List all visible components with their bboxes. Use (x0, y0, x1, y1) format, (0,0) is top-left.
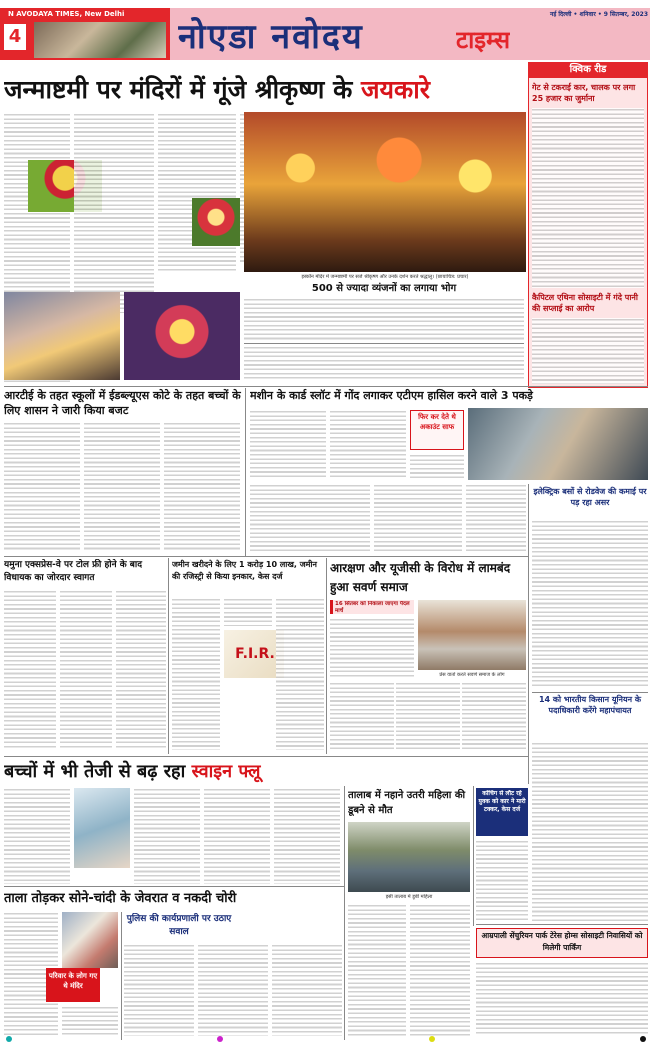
quick-read-label: क्विक रीड (528, 62, 648, 78)
section-rule-1 (4, 386, 648, 387)
amrapali-headline: आम्रपाली सेंचुरियन पार्क टेरेस होम्स सोसाइटी निवासियों को मिलेगी पार्किंग (481, 931, 643, 952)
theft-box-label: परिवार के लोग गए थे मंदिर (48, 972, 98, 990)
lead-inset-photo-2 (192, 198, 240, 246)
police-headline: पुलिस की कार्यप्रणाली पर उठाए सवाल (126, 914, 232, 937)
land-text-col-3 (276, 598, 324, 750)
reservation-photo-caption: प्रेस वार्ता करते सवर्ण समाज के लोग (439, 672, 505, 678)
drown-photo-caption: इसी तालाब में डूबी महिला (385, 894, 433, 900)
police-text-col-3 (272, 944, 342, 1036)
col-rule-rte (245, 388, 246, 556)
flu-text-col-3 (204, 788, 270, 884)
col-rule-police (121, 912, 122, 1040)
section-rule-4 (4, 886, 344, 887)
kisan-headline: 14 को भारतीय किसान यूनियन के पदाधिकारी करेंगे महापंचायत (538, 695, 642, 715)
quick-read-story1-text (532, 108, 644, 288)
atm-arrest-photo (468, 408, 648, 480)
lead-headline-red: जयकारे (361, 75, 430, 104)
drown-headline: तालाब में नहाने उतरी महिला की डूबने से मौत (348, 790, 466, 816)
coaching-headline: कोचिंग से लौट रहे युवक को कार ने मारी टक्कर, केस दर्ज (478, 790, 526, 813)
police-text-col-1 (124, 944, 194, 1036)
lead-main-photo (244, 112, 526, 272)
lead-text-col-3 (158, 113, 236, 273)
registration-dot-icon (6, 1036, 12, 1042)
atm-highlight-label: फिर कर देते थे अकाउंट साफ (418, 413, 456, 431)
atm-text-col-2 (330, 410, 406, 480)
page-number: 4 (4, 24, 26, 50)
reservation-text-col-1 (330, 618, 414, 678)
yamuna-text-col-3 (116, 590, 166, 750)
temple-photo (124, 292, 240, 380)
atm-text-col-3 (410, 454, 464, 480)
section-rule-2 (4, 556, 528, 557)
atm-text-col-1 (250, 410, 326, 480)
drown-text-col-1 (348, 904, 406, 1036)
drown-text-col-2 (410, 904, 470, 1036)
lead-photo-caption: इस्कॉन मंदिर में जन्माष्टमी पर सजे श्रीकृष्ण और उनके दर्शन करते श्रद्धालु। (छायाचित्र: प्रचार) (301, 274, 469, 280)
reservation-text-col-3 (396, 682, 460, 752)
col-rule-coaching (473, 786, 474, 926)
col-rule-drown (344, 786, 345, 1040)
section-rule-3 (4, 756, 528, 757)
edition-label: N AVODAYA TIMES, New Delhi (8, 10, 125, 18)
flu-text-col-2 (134, 788, 200, 884)
lead-sub-headline: 500 से ज्यादा व्यंजनों का लगाया भोग (311, 283, 457, 294)
quick-read-story2-text (532, 318, 644, 384)
masthead (0, 8, 650, 60)
quick-read-story1-headline: गेट से टकराई कार, चालक पर लगा 25 हजार का जुर्माना (532, 83, 636, 103)
registration-dot-icon (429, 1036, 435, 1042)
registration-dot-icon (217, 1036, 223, 1042)
reservation-sub-label-text: 16 सितंबर को निकाला जाएगा पैदल मार्च (335, 601, 410, 614)
lead-headline (4, 70, 524, 110)
flu-text-col-4 (274, 788, 340, 884)
atm-headline: मशीन के कार्ड स्लॉट में गोंद लगाकर एटीएम हासिल करने वाले 3 पकड़े (250, 389, 533, 402)
crowd-photo (4, 292, 120, 380)
rte-text-col-1 (4, 422, 80, 552)
reservation-text-col-2 (330, 682, 394, 752)
reservation-text-col-4 (462, 682, 526, 752)
atm-text-bottom-1 (250, 484, 370, 552)
masthead-title-suffix: टाइम्स (456, 26, 511, 54)
registration-dot-icon (640, 1036, 646, 1042)
theft-photo (62, 912, 118, 968)
flu-text-col-1 (4, 788, 70, 884)
lead-inner-rule (244, 343, 524, 344)
reservation-press-photo (418, 600, 526, 670)
ebus-text (532, 520, 648, 688)
fir-label: F.I.R. (235, 646, 275, 662)
amrapali-text (476, 962, 648, 1036)
amrapali-rule (476, 924, 648, 925)
reservation-headline: आरक्षण और यूजीसी के विरोध में लामबंद हुआ सवर्ण समाज (330, 561, 511, 594)
theft-headline: ताला तोड़कर सोने-चांदी के जेवरात व नकदी चोरी (4, 891, 237, 906)
atm-text-bottom-3 (466, 484, 526, 552)
col-rule-land (326, 558, 327, 754)
land-text-col-1 (172, 598, 220, 750)
rte-text-col-2 (84, 422, 160, 552)
yamuna-headline: यमुना एक्सप्रेस-वे पर टोल फ्री होने के बाद विधायक का जोरदार स्वागत (4, 560, 143, 583)
drown-pond-photo (348, 822, 470, 892)
col-rule-yamuna (168, 558, 169, 754)
land-headline: जमीन खरीदने के लिए 1 करोड़ 10 लाख, जमीन की रजिस्ट्री से किया इनकार, केस दर्ज (172, 560, 317, 581)
flu-headline (4, 758, 528, 786)
police-text-col-2 (198, 944, 268, 1036)
flu-headline-red: स्वाइन फ्लू (191, 761, 261, 782)
lead-continuation-text (244, 298, 524, 342)
coaching-text (476, 840, 528, 922)
registration-marks-bottom (4, 1036, 648, 1043)
flu-headline-black: बच्चों में भी तेजी से बढ़ रहा (4, 761, 186, 782)
land-text-col-2 (224, 598, 272, 626)
ebus-headline: इलेक्ट्रिक बसों से रोडवेज की कमाई पर पड़ रहा असर (533, 487, 647, 507)
dateline: नई दिल्ली • शनिवार • 9 सितम्बर, 2023 (550, 11, 648, 18)
lead-text-col-2 (74, 113, 154, 313)
rte-text-col-3 (164, 422, 240, 552)
rte-headline: आरटीई के तहत स्कूलों में ईडब्ल्यूएस कोटे के तहत बच्चों के लिए शासन ने जारी किया बजट (4, 389, 241, 417)
masthead-title: नोएडा नवोदय (178, 17, 364, 57)
atm-text-bottom-2 (374, 484, 462, 552)
yamuna-text-col-2 (60, 590, 112, 750)
lead-headline-black: जन्माष्टमी पर मंदिरों में गूंजे श्रीकृष्ण के (4, 75, 353, 104)
masthead-photo (34, 22, 166, 58)
yamuna-text-col-1 (4, 590, 56, 750)
flu-photo (74, 788, 130, 868)
kisan-rule (532, 692, 648, 693)
col-rule-ebus (528, 484, 529, 784)
quick-read-story2-headline: कैपिटल एथिना सोसाइटी में गंदे पानी की सप्लाई का आरोप (532, 293, 638, 313)
lead-continuation-text-2 (244, 346, 524, 380)
theft-text-col-2 (62, 1006, 118, 1036)
kisan-text (532, 742, 648, 922)
